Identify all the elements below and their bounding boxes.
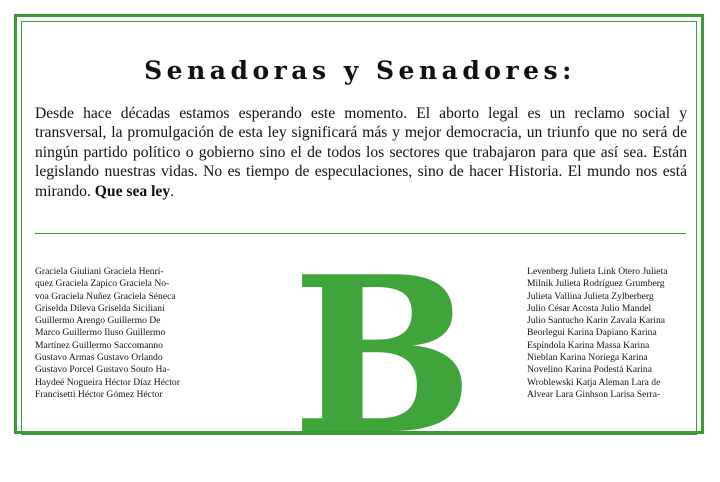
signatory-line: Novelino Karina Podestá Karina xyxy=(527,364,652,376)
signatory-line: Guillermo Arengo Guillermo De xyxy=(35,315,161,327)
signatory-line: Gustavo Porcel Gustavo Souto Ha- xyxy=(35,364,170,376)
signatory-line: Julio Santucho Karin Zavala Karina xyxy=(527,315,665,327)
signatory-line: Milnik Julieta Rodríguez Grumberg xyxy=(527,278,665,290)
signatory-line: Francisetti Héctor Gómez Héctor xyxy=(35,388,163,400)
signatory-line: Beorlegui Karina Dapiano Karina xyxy=(527,327,657,339)
signatory-line: Marco Guillermo Iluso Guillermo xyxy=(35,327,166,339)
letter-body xyxy=(35,104,687,201)
signatory-line: Graciela Giuliani Graciela Henrí- xyxy=(35,266,164,277)
letter-body-text: Desde hace décadas estamos esperando este momento. El aborto legal es un reclamo social y transversal, la promulgación de esta ley significará más y mejor democracia, un triunfo que no será de ningún partido político o gobierno sino el de todos los sectores que trabajaron para que así sea. Están legislando nuestras vidas. No es tiempo de especulaciones, sino de hacer Historia. El mundo nos está mirando. xyxy=(35,105,687,200)
page-title: Senadoras y Senadores: xyxy=(144,56,576,85)
signatory-line: Nieblan Karina Noriega Karina xyxy=(527,352,648,364)
signatory-line: voa Graciela Nuñez Graciela Séneca xyxy=(35,290,176,302)
decorative-initial-letter: B xyxy=(292,229,474,482)
signatory-line: Alvear Lara Ginhson Larisa Serra- xyxy=(527,388,661,400)
signatory-line: Julieta Vallina Julieta Zylberberg xyxy=(527,290,654,302)
signatories-right-column xyxy=(527,266,687,401)
signatory-line: Levenberg Julieta Link Otero Julieta xyxy=(527,266,668,277)
signatory-line: quez Graciela Zapico Graciela No- xyxy=(35,278,170,290)
signatory-line: Haydeé Nogueira Héctor Díaz Héctor xyxy=(35,376,180,388)
letter-end: . xyxy=(170,182,175,200)
signatory-line: Gustavo Armas Gustavo Orlando xyxy=(35,352,163,364)
signatory-line: Espíndola Karina Massa Karina xyxy=(527,339,650,351)
signatory-line: Griselda Dileva Griselda Siciliani xyxy=(35,302,165,314)
signatories-left-column xyxy=(35,266,200,401)
letter-emphasis: Que sea ley xyxy=(94,182,171,200)
signatory-line: Martínez Guillermo Saccomanno xyxy=(35,339,163,351)
signatory-line: Julio César Acosta Julio Mandel xyxy=(527,302,652,314)
signatory-line: Wroblewski Katja Aleman Lara de xyxy=(527,376,661,388)
